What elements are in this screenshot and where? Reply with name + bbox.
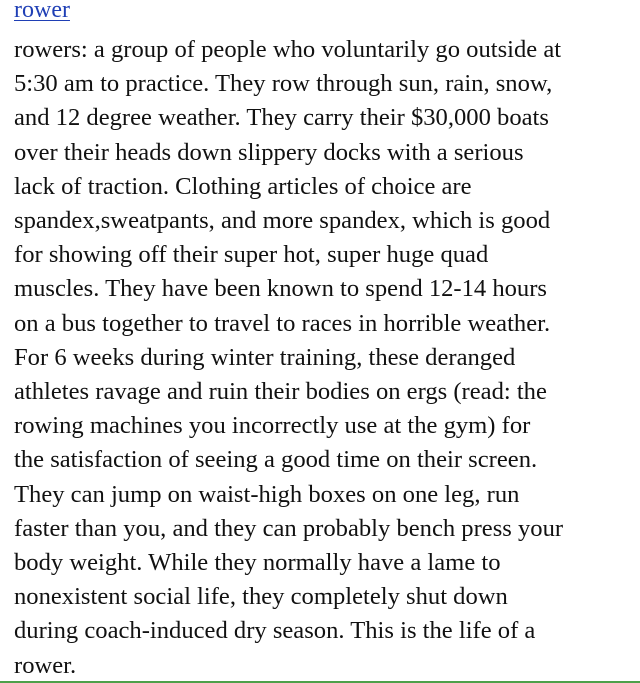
definition-line: rower.: [14, 651, 77, 679]
definition-line: and 12 degree weather. They carry their $30,000 boats: [14, 104, 549, 132]
word-link[interactable]: rower: [14, 0, 70, 23]
definition-line: rowers: a group of people who voluntarily go outside at: [14, 36, 562, 63]
definition-line: the satisfaction of seeing a good time on their screen.: [14, 446, 538, 474]
definition-line: for showing off their super hot, super huge quad: [14, 241, 489, 269]
definition-line: spandex,sweatpants, and more spandex, which is good: [14, 207, 551, 235]
definition-line: lack of traction. Clothing articles of choice are: [14, 172, 472, 200]
definition-text: [14, 33, 626, 683]
definition-line: They can jump on waist-high boxes on one leg, run: [14, 480, 520, 508]
definition-line: muscles. They have been known to spend 12-14 hours: [14, 275, 547, 303]
definition-line: over their heads down slippery docks with a serious: [14, 138, 524, 166]
definition-line: 5:30 am to practice. They row through sun, rain, snow,: [14, 70, 553, 98]
definition-line: nonexistent social life, they completely shut down: [14, 583, 508, 611]
definition-line: For 6 weeks during winter training, these deranged: [14, 343, 516, 371]
definition-line: body weight. While they normally have a lame to: [14, 549, 501, 577]
definition-line: during coach-induced dry season. This is the life of a: [14, 617, 536, 645]
definition-line: faster than you, and they can probably bench press your: [14, 514, 564, 542]
definition-line: on a bus together to travel to races in horrible weather.: [14, 309, 551, 337]
definition-line: rowing machines you incorrectly use at the gym) for: [14, 412, 531, 440]
definition-line: athletes ravage and ruin their bodies on ergs (read: the: [14, 378, 547, 406]
